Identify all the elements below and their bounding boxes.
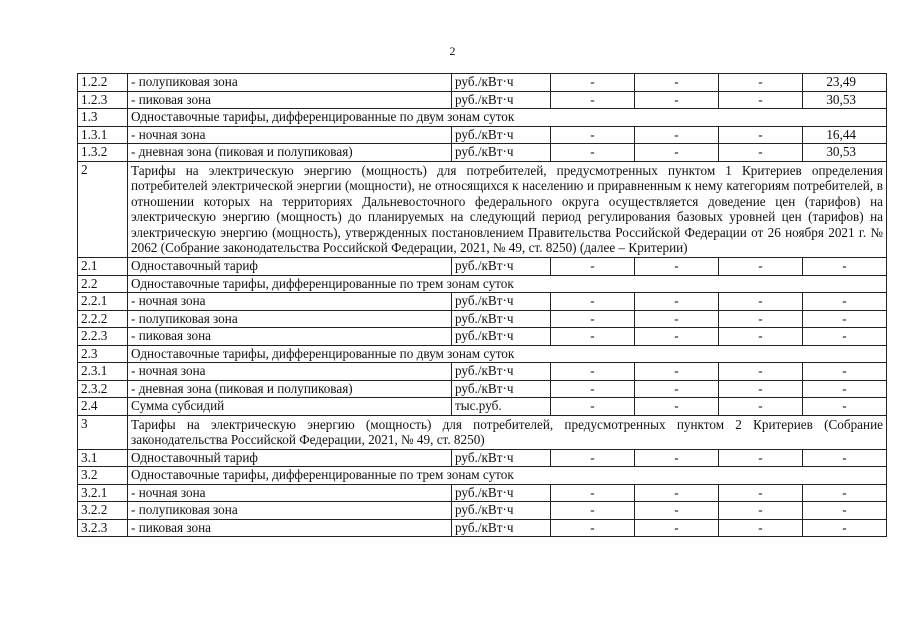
subheader-row — [78, 275, 887, 293]
table-row — [78, 449, 887, 467]
row-number: 1.3 — [78, 109, 128, 127]
row-name: - полупиковая зона — [128, 74, 452, 92]
row-name: Одноставочный тариф — [128, 449, 452, 467]
row-unit: руб./кВт·ч — [452, 449, 551, 467]
tariff-value: - — [719, 310, 803, 328]
row-number: 3.2 — [78, 467, 128, 485]
row-group-title: Одноставочные тарифы, дифференцированные по трем зонам суток — [128, 275, 887, 293]
tariff-value: - — [551, 328, 635, 346]
row-name: - ночная зона — [128, 363, 452, 381]
row-number: 2 — [78, 161, 128, 258]
row-unit: руб./кВт·ч — [452, 328, 551, 346]
row-unit: руб./кВт·ч — [452, 293, 551, 311]
row-number: 1.3.2 — [78, 144, 128, 162]
tariff-value: - — [551, 380, 635, 398]
section-row — [78, 415, 887, 449]
row-name: - дневная зона (пиковая и полупиковая) — [128, 144, 452, 162]
table-row — [78, 258, 887, 276]
row-unit: руб./кВт·ч — [452, 484, 551, 502]
tariff-value: - — [719, 126, 803, 144]
tariff-value: - — [635, 258, 719, 276]
tariff-value: - — [719, 398, 803, 416]
row-name: Сумма субсидий — [128, 398, 452, 416]
tariff-value: - — [635, 74, 719, 92]
row-number: 1.2.2 — [78, 74, 128, 92]
subheader-row — [78, 345, 887, 363]
tariff-value: - — [803, 502, 887, 520]
row-unit: руб./кВт·ч — [452, 519, 551, 537]
row-name: - пиковая зона — [128, 328, 452, 346]
tariff-value: - — [635, 293, 719, 311]
tariff-value: - — [803, 519, 887, 537]
row-number: 2.2.3 — [78, 328, 128, 346]
table-row — [78, 328, 887, 346]
tariff-value: - — [803, 398, 887, 416]
row-unit: руб./кВт·ч — [452, 91, 551, 109]
table-row — [78, 502, 887, 520]
row-number: 2.3 — [78, 345, 128, 363]
row-unit: руб./кВт·ч — [452, 144, 551, 162]
tariff-value: - — [551, 449, 635, 467]
tariff-value: - — [719, 380, 803, 398]
row-number: 2.1 — [78, 258, 128, 276]
tariff-value: - — [719, 363, 803, 381]
tariff-value: - — [635, 484, 719, 502]
tariff-value: - — [719, 449, 803, 467]
section-description: Тарифы на электрическую энергию (мощность) для потребителей, предусмотренных пунктом 2 Критериев (Собрание законодательства Российской Федерации, 2021, № 49, ст. 8250) — [128, 415, 887, 449]
row-name: - пиковая зона — [128, 519, 452, 537]
tariff-value: - — [719, 144, 803, 162]
row-unit: руб./кВт·ч — [452, 363, 551, 381]
row-unit: руб./кВт·ч — [452, 126, 551, 144]
row-number: 3.2.2 — [78, 502, 128, 520]
row-group-title: Одноставочные тарифы, дифференцированные по трем зонам суток — [128, 467, 887, 485]
tariff-value: - — [635, 449, 719, 467]
tariff-value: - — [719, 91, 803, 109]
tariff-value: - — [719, 519, 803, 537]
row-unit: руб./кВт·ч — [452, 380, 551, 398]
tariff-value: - — [719, 258, 803, 276]
tariff-value: - — [635, 363, 719, 381]
tariff-value: - — [635, 502, 719, 520]
row-name: - полупиковая зона — [128, 502, 452, 520]
tariff-value: - — [719, 74, 803, 92]
table-row — [78, 310, 887, 328]
tariff-value: 30,53 — [803, 91, 887, 109]
table-row — [78, 91, 887, 109]
tariff-value: - — [635, 91, 719, 109]
row-number: 3 — [78, 415, 128, 449]
row-number: 2.2 — [78, 275, 128, 293]
row-number: 2.3.2 — [78, 380, 128, 398]
row-name: - полупиковая зона — [128, 310, 452, 328]
subheader-row — [78, 467, 887, 485]
tariff-value: - — [551, 74, 635, 92]
subheader-row — [78, 109, 887, 127]
tariff-value: - — [635, 380, 719, 398]
row-name: - ночная зона — [128, 484, 452, 502]
tariff-value: - — [719, 293, 803, 311]
page-number: 2 — [449, 44, 456, 58]
tariff-value: 30,53 — [803, 144, 887, 162]
tariff-value: - — [803, 380, 887, 398]
tariff-value: - — [551, 91, 635, 109]
row-name: - пиковая зона — [128, 91, 452, 109]
tariff-value: - — [803, 363, 887, 381]
table-row — [78, 519, 887, 537]
row-number: 2.3.1 — [78, 363, 128, 381]
row-name: Одноставочный тариф — [128, 258, 452, 276]
row-number: 3.2.3 — [78, 519, 128, 537]
row-group-title: Одноставочные тарифы, дифференцированные по двум зонам суток — [128, 109, 887, 127]
row-number: 1.3.1 — [78, 126, 128, 144]
tariff-value: - — [803, 310, 887, 328]
tariff-value: - — [635, 310, 719, 328]
row-name: - ночная зона — [128, 293, 452, 311]
tariff-value: - — [635, 126, 719, 144]
tariff-value: - — [551, 310, 635, 328]
tariff-value: - — [635, 144, 719, 162]
tariff-value: - — [719, 502, 803, 520]
tariff-value: - — [803, 293, 887, 311]
row-number: 2.2.1 — [78, 293, 128, 311]
tariff-value: - — [803, 328, 887, 346]
row-name: - ночная зона — [128, 126, 452, 144]
row-name: - дневная зона (пиковая и полупиковая) — [128, 380, 452, 398]
tariff-value: - — [719, 328, 803, 346]
tariff-value: - — [551, 126, 635, 144]
table-row — [78, 380, 887, 398]
tariff-table-body — [78, 74, 887, 537]
table-row — [78, 144, 887, 162]
table-row — [78, 293, 887, 311]
row-unit: руб./кВт·ч — [452, 258, 551, 276]
table-row — [78, 398, 887, 416]
table-row — [78, 74, 887, 92]
tariff-value: - — [551, 293, 635, 311]
section-description: Тарифы на электрическую энергию (мощность) для потребителей, предусмотренных пунктом 1 Критериев определения потребителей электрической энергии (мощности), не относящихся к населению и приравненным к нему категориям потребителей, в отношении которых на территориях Дальневосточного федерального округа осуществляется доведение цен (тарифов) на электрическую энергию (мощность) до планируемых на следующий период регулирования базовых уровней цен (тарифов) на электрическую энергию (мощность), утвержденных постановлением Правительства Российской Федерации от 26 ноября 2021 г. № 2062 (Собрание законодательства Российской Федерации, 2021, № 49, ст. 8250) (далее – Критерии) — [128, 161, 887, 258]
tariff-value: - — [551, 363, 635, 381]
tariff-value: - — [635, 398, 719, 416]
table-row — [78, 484, 887, 502]
row-unit: руб./кВт·ч — [452, 310, 551, 328]
table-row — [78, 126, 887, 144]
tariff-value: - — [551, 258, 635, 276]
row-number: 3.2.1 — [78, 484, 128, 502]
row-unit: тыс.руб. — [452, 398, 551, 416]
row-number: 3.1 — [78, 449, 128, 467]
row-unit: руб./кВт·ч — [452, 74, 551, 92]
tariff-value: - — [551, 144, 635, 162]
tariff-value: - — [551, 502, 635, 520]
tariff-value: 23,49 — [803, 74, 887, 92]
row-group-title: Одноставочные тарифы, дифференцированные по двум зонам суток — [128, 345, 887, 363]
section-row — [78, 161, 887, 258]
tariff-value: - — [551, 398, 635, 416]
tariff-value: - — [635, 519, 719, 537]
tariff-value: - — [551, 519, 635, 537]
row-number: 2.2.2 — [78, 310, 128, 328]
row-unit: руб./кВт·ч — [452, 502, 551, 520]
row-number: 2.4 — [78, 398, 128, 416]
row-number: 1.2.3 — [78, 91, 128, 109]
tariff-value: - — [803, 258, 887, 276]
tariff-value: - — [803, 484, 887, 502]
tariff-value: - — [803, 449, 887, 467]
tariff-value: 16,44 — [803, 126, 887, 144]
tariff-value: - — [551, 484, 635, 502]
tariff-table — [77, 73, 887, 537]
tariff-value: - — [719, 484, 803, 502]
tariff-value: - — [635, 328, 719, 346]
table-row — [78, 363, 887, 381]
